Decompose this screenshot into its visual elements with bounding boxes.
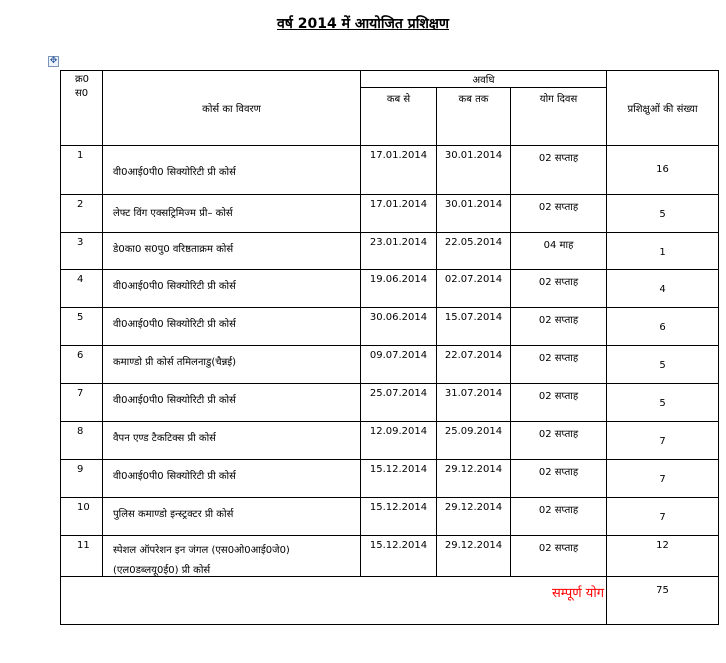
cell-trainee-count: 7 — [607, 422, 719, 460]
cell-course-description — [103, 346, 361, 384]
total-label-cell — [61, 577, 607, 625]
header-course-description — [103, 71, 361, 146]
cell-trainee-count: 6 — [607, 308, 719, 346]
table-row — [61, 384, 719, 422]
cell-total-days: 02 सप्ताह — [511, 308, 607, 346]
cell-course-description — [103, 384, 361, 422]
cell-course-description — [103, 422, 361, 460]
cell-from-date: 17.01.2014 — [361, 195, 437, 233]
course-description-line: स्पेशल ऑपरेशन इन जंगल (एस0ओ0आई0जे0) — [113, 545, 290, 556]
course-description-line: वैपन एण्ड टैकटिक्स प्री कोर्स — [113, 433, 216, 444]
header-trainee-count-label: प्रशिक्षुओं की संख्या — [627, 104, 698, 115]
table-row — [61, 498, 719, 536]
cell-to-date: 31.07.2014 — [437, 384, 511, 422]
cell-course-description — [103, 195, 361, 233]
cell-trainee-count: 5 — [607, 384, 719, 422]
table-row — [61, 308, 719, 346]
total-value: 75 — [656, 585, 669, 596]
course-description-line: वी0आई0पी0 सिक्योरिटी प्री कोर्स — [113, 281, 236, 292]
cell-serial-no: 4 — [61, 270, 103, 308]
training-table — [60, 70, 719, 625]
cell-total-days: 02 सप्ताह — [511, 270, 607, 308]
cell-to-date: 02.07.2014 — [437, 270, 511, 308]
table-move-handle-icon[interactable]: ✥ — [49, 56, 58, 66]
cell-to-date: 15.07.2014 — [437, 308, 511, 346]
cell-to-date: 30.01.2014 — [437, 195, 511, 233]
header-serial-no-line1: क्र0 — [75, 74, 90, 85]
course-description-line: डे0का0 स0पु0 वरिष्ठताक्रम कोर्स — [113, 244, 234, 255]
cell-total-days: 04 माह — [511, 233, 607, 270]
cell-total-days: 02 सप्ताह — [511, 498, 607, 536]
cell-course-description — [103, 536, 361, 577]
cell-to-date: 29.12.2014 — [437, 460, 511, 498]
cell-from-date: 15.12.2014 — [361, 536, 437, 577]
course-description-line: पुलिस कमाण्डो इन्स्ट्रक्टर प्री कोर्स — [113, 509, 234, 520]
page-title: वर्ष 2014 में आयोजित प्रशिक्षण — [276, 16, 450, 32]
cell-from-date: 30.06.2014 — [361, 308, 437, 346]
header-to-label: कब तक — [458, 94, 489, 105]
table-row — [61, 422, 719, 460]
course-description-line: लेफ्ट विंग एक्सट्रिमिज्म प्री– कोर्स — [113, 208, 233, 219]
header-to — [437, 88, 511, 146]
cell-from-date: 25.07.2014 — [361, 384, 437, 422]
header-from-label: कब से — [386, 94, 411, 105]
table-row — [61, 460, 719, 498]
header-trainee-count — [607, 71, 719, 146]
header-from — [361, 88, 437, 146]
course-description-line: (एल0डब्लयू0ई0) प्री कोर्स — [113, 565, 211, 576]
cell-to-date: 29.12.2014 — [437, 536, 511, 577]
cell-to-date: 22.07.2014 — [437, 346, 511, 384]
cell-from-date: 15.12.2014 — [361, 498, 437, 536]
table-row — [61, 346, 719, 384]
cell-course-description — [103, 498, 361, 536]
cell-course-description — [103, 460, 361, 498]
cell-course-description — [103, 270, 361, 308]
cell-trainee-count: 7 — [607, 460, 719, 498]
header-duration-label: अवधि — [472, 75, 495, 86]
cell-to-date: 30.01.2014 — [437, 146, 511, 195]
cell-trainee-count: 12 — [607, 536, 719, 577]
cell-from-date: 19.06.2014 — [361, 270, 437, 308]
cell-serial-no: 1 — [61, 146, 103, 195]
cell-trainee-count: 5 — [607, 195, 719, 233]
cell-serial-no: 5 — [61, 308, 103, 346]
cell-serial-no: 6 — [61, 346, 103, 384]
table-row — [61, 233, 719, 270]
table-row — [61, 195, 719, 233]
cell-total-days: 02 सप्ताह — [511, 195, 607, 233]
header-serial-no-line2: स0 — [75, 88, 89, 99]
table-row — [61, 146, 719, 195]
header-total-days — [511, 88, 607, 146]
cell-trainee-count: 4 — [607, 270, 719, 308]
cell-serial-no: 7 — [61, 384, 103, 422]
cell-course-description — [103, 233, 361, 270]
total-row — [61, 577, 719, 625]
cell-total-days: 02 सप्ताह — [511, 146, 607, 195]
course-description-line: वी0आई0पी0 सिक्योरिटी प्री कोर्स — [113, 167, 236, 178]
course-description-line: वी0आई0पी0 सिक्योरिटी प्री कोर्स — [113, 395, 236, 406]
cell-course-description — [103, 146, 361, 195]
cell-from-date: 12.09.2014 — [361, 422, 437, 460]
cell-total-days: 02 सप्ताह — [511, 346, 607, 384]
cell-trainee-count: 7 — [607, 498, 719, 536]
table-row — [61, 536, 719, 577]
course-description-line: वी0आई0पी0 सिक्योरिटी प्री कोर्स — [113, 319, 236, 330]
cell-trainee-count: 1 — [607, 233, 719, 270]
course-description-line: कमाण्डो प्री कोर्स तमिलनाडु(चैन्नई) — [113, 357, 237, 368]
cell-to-date: 29.12.2014 — [437, 498, 511, 536]
cell-serial-no: 11 — [61, 536, 103, 577]
cell-to-date: 25.09.2014 — [437, 422, 511, 460]
cell-from-date: 23.01.2014 — [361, 233, 437, 270]
cell-serial-no: 9 — [61, 460, 103, 498]
cell-serial-no: 10 — [61, 498, 103, 536]
table-row — [61, 270, 719, 308]
cell-course-description — [103, 308, 361, 346]
course-description-line: वी0आई0पी0 सिक्योरिटी प्री कोर्स — [113, 471, 236, 482]
total-label: सम्पूर्ण योग — [551, 586, 605, 601]
cell-serial-no: 8 — [61, 422, 103, 460]
cell-serial-no: 3 — [61, 233, 103, 270]
cell-from-date: 09.07.2014 — [361, 346, 437, 384]
cell-to-date: 22.05.2014 — [437, 233, 511, 270]
header-total-days-label: योग दिवस — [539, 94, 578, 105]
cell-total-days: 02 सप्ताह — [511, 536, 607, 577]
cell-total-days: 02 सप्ताह — [511, 460, 607, 498]
cell-from-date: 17.01.2014 — [361, 146, 437, 195]
cell-trainee-count: 5 — [607, 346, 719, 384]
total-value-cell — [607, 577, 719, 625]
cell-total-days: 02 सप्ताह — [511, 384, 607, 422]
cell-serial-no: 2 — [61, 195, 103, 233]
header-course-description-label: कोर्स का विवरण — [202, 104, 261, 115]
header-serial-no — [61, 71, 103, 146]
cell-from-date: 15.12.2014 — [361, 460, 437, 498]
cell-total-days: 02 सप्ताह — [511, 422, 607, 460]
header-duration — [361, 71, 607, 88]
cell-trainee-count: 16 — [607, 146, 719, 195]
